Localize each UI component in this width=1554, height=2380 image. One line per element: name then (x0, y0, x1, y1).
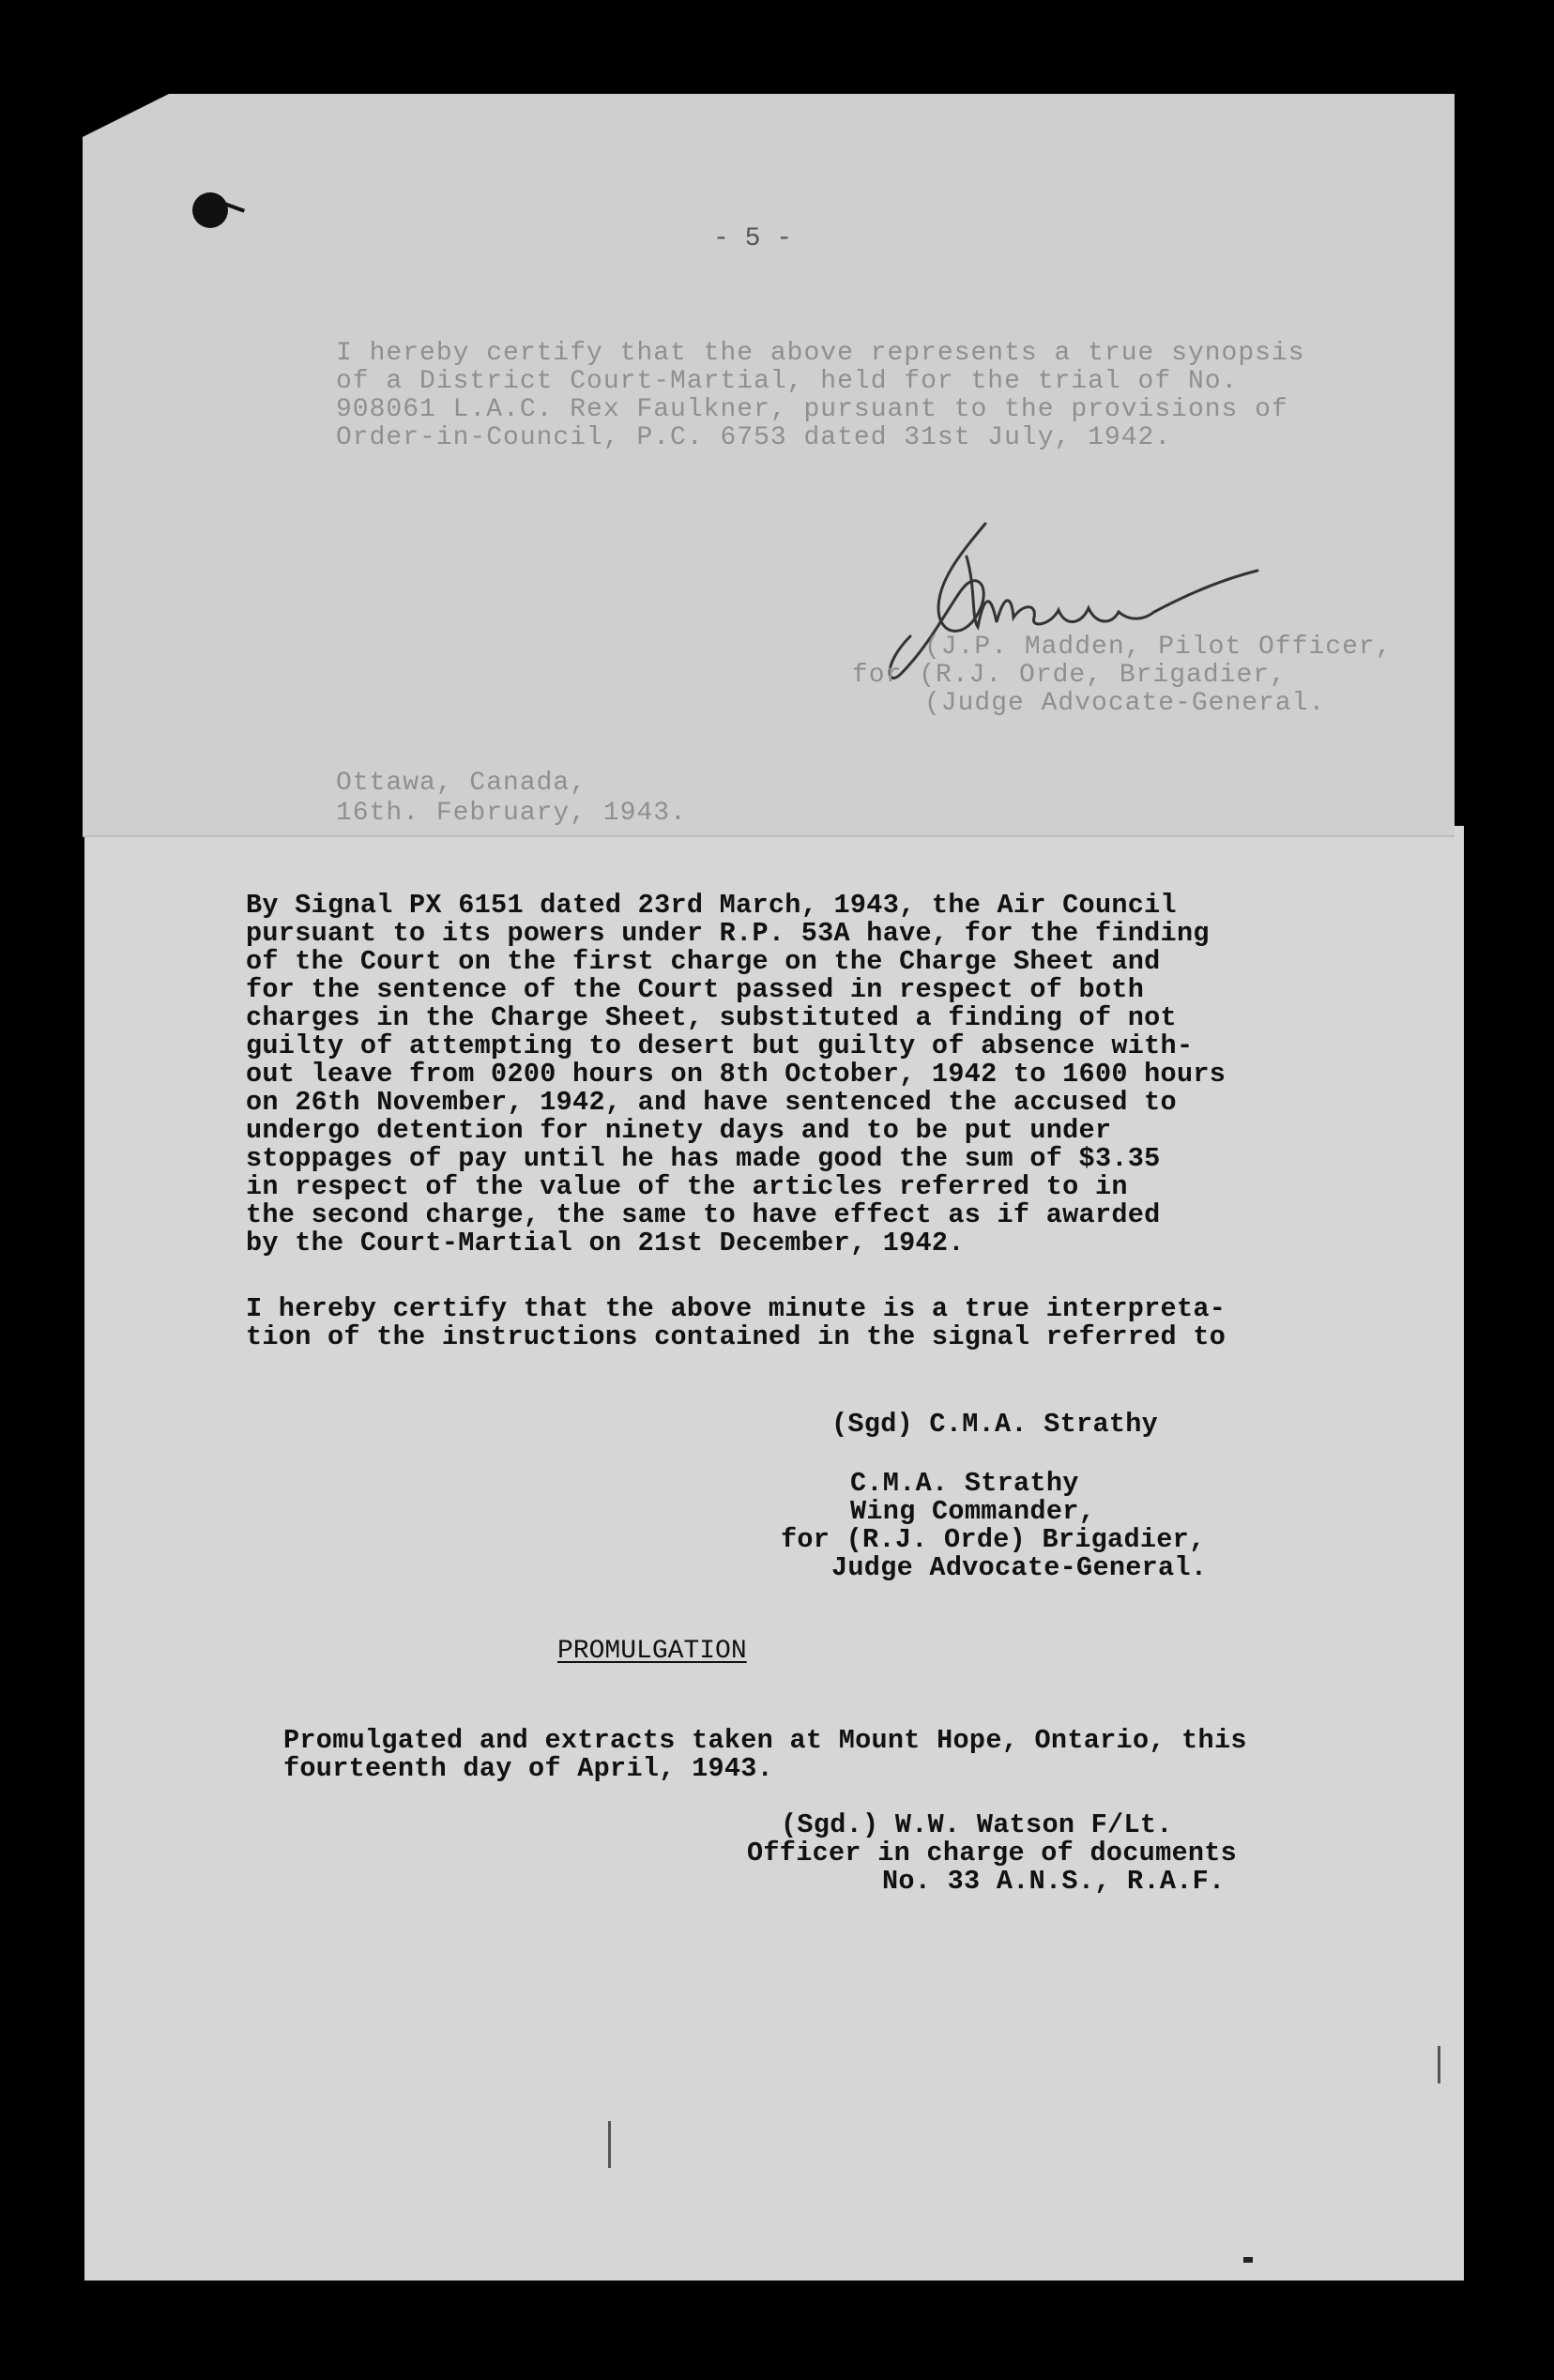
minute-line: out leave from 0200 hours on 8th October, 1942 to 1600 hours (246, 1059, 1226, 1090)
certify-line: tion of the instructions contained in the signal referred to (246, 1321, 1226, 1352)
signatory-line: for (R.J. Orde) Brigadier, (781, 1524, 1206, 1555)
certify-line: I hereby certify that the above minute is a true interpreta- (246, 1293, 1226, 1324)
signatory-line: C.M.A. Strathy (850, 1468, 1079, 1499)
signed-line: Officer in charge of documents (747, 1838, 1238, 1869)
minute-line: pursuant to its powers under R.P. 53A have, for the finding (246, 918, 1210, 949)
minute-line: in respect of the value of the articles referred to in (246, 1171, 1128, 1202)
strathy-signed: (Sgd) C.M.A. Strathy (831, 1409, 1159, 1440)
promulgation-line: Promulgated and extracts taken at Mount Hope, Ontario, this (283, 1725, 1247, 1756)
certificate-line: I hereby certify that the above represents a true synopsis (336, 339, 1305, 368)
minute-line: By Signal PX 6151 dated 23rd March, 1943, the Air Council (246, 890, 1177, 921)
minute-line: on 26th November, 1942, and have sentenced the accused to (246, 1087, 1177, 1118)
minute-line: undergo detention for ninety days and to be put under (246, 1115, 1112, 1146)
minute-line: by the Court-Martial on 21st December, 1942. (246, 1228, 965, 1259)
punch-hole (192, 192, 228, 228)
stray-mark (608, 2121, 611, 2168)
promulgation-heading: PROMULGATION (557, 1637, 747, 1666)
signatory-line: (Judge Advocate-General. (924, 689, 1326, 718)
page-number: - 5 - (713, 224, 793, 253)
date-line: 16th. February, 1943. (336, 799, 687, 828)
minute-line: stoppages of pay until he has made good the sum of $3.35 (246, 1143, 1161, 1174)
signatory-line: for (R.J. Orde, Brigadier, (852, 661, 1287, 690)
certificate-line: of a District Court-Martial, held for the trial of No. (336, 367, 1239, 396)
minute-line: guilty of attempting to desert but guilty of absence with- (246, 1030, 1194, 1061)
stray-mark (1243, 2257, 1253, 2263)
signatory-line: Wing Commander, (850, 1496, 1096, 1527)
signed-line: (Sgd.) W.W. Watson F/Lt. (781, 1809, 1173, 1840)
signed-line: No. 33 A.N.S., R.A.F. (882, 1866, 1226, 1897)
signatory-line: (J.P. Madden, Pilot Officer, (924, 633, 1393, 662)
stray-mark (1438, 2046, 1440, 2083)
minute-line: the second charge, the same to have effect as if awarded (246, 1199, 1161, 1230)
promulgation-line: fourteenth day of April, 1943. (283, 1753, 774, 1784)
minute-line: of the Court on the first charge on the Charge Sheet and (246, 946, 1161, 977)
minute-line: for the sentence of the Court passed in respect of both (246, 974, 1145, 1005)
torn-corner (83, 90, 176, 137)
minute-line: charges in the Charge Sheet, substituted a finding of not (246, 1002, 1177, 1033)
certificate-line: Order-in-Council, P.C. 6753 dated 31st July, 1942. (336, 423, 1172, 452)
signatory-line: Judge Advocate-General. (831, 1552, 1208, 1583)
page-upper-sheet (83, 94, 1455, 835)
place-line: Ottawa, Canada, (336, 769, 587, 798)
certificate-line: 908061 L.A.C. Rex Faulkner, pursuant to the provisions of (336, 395, 1288, 424)
